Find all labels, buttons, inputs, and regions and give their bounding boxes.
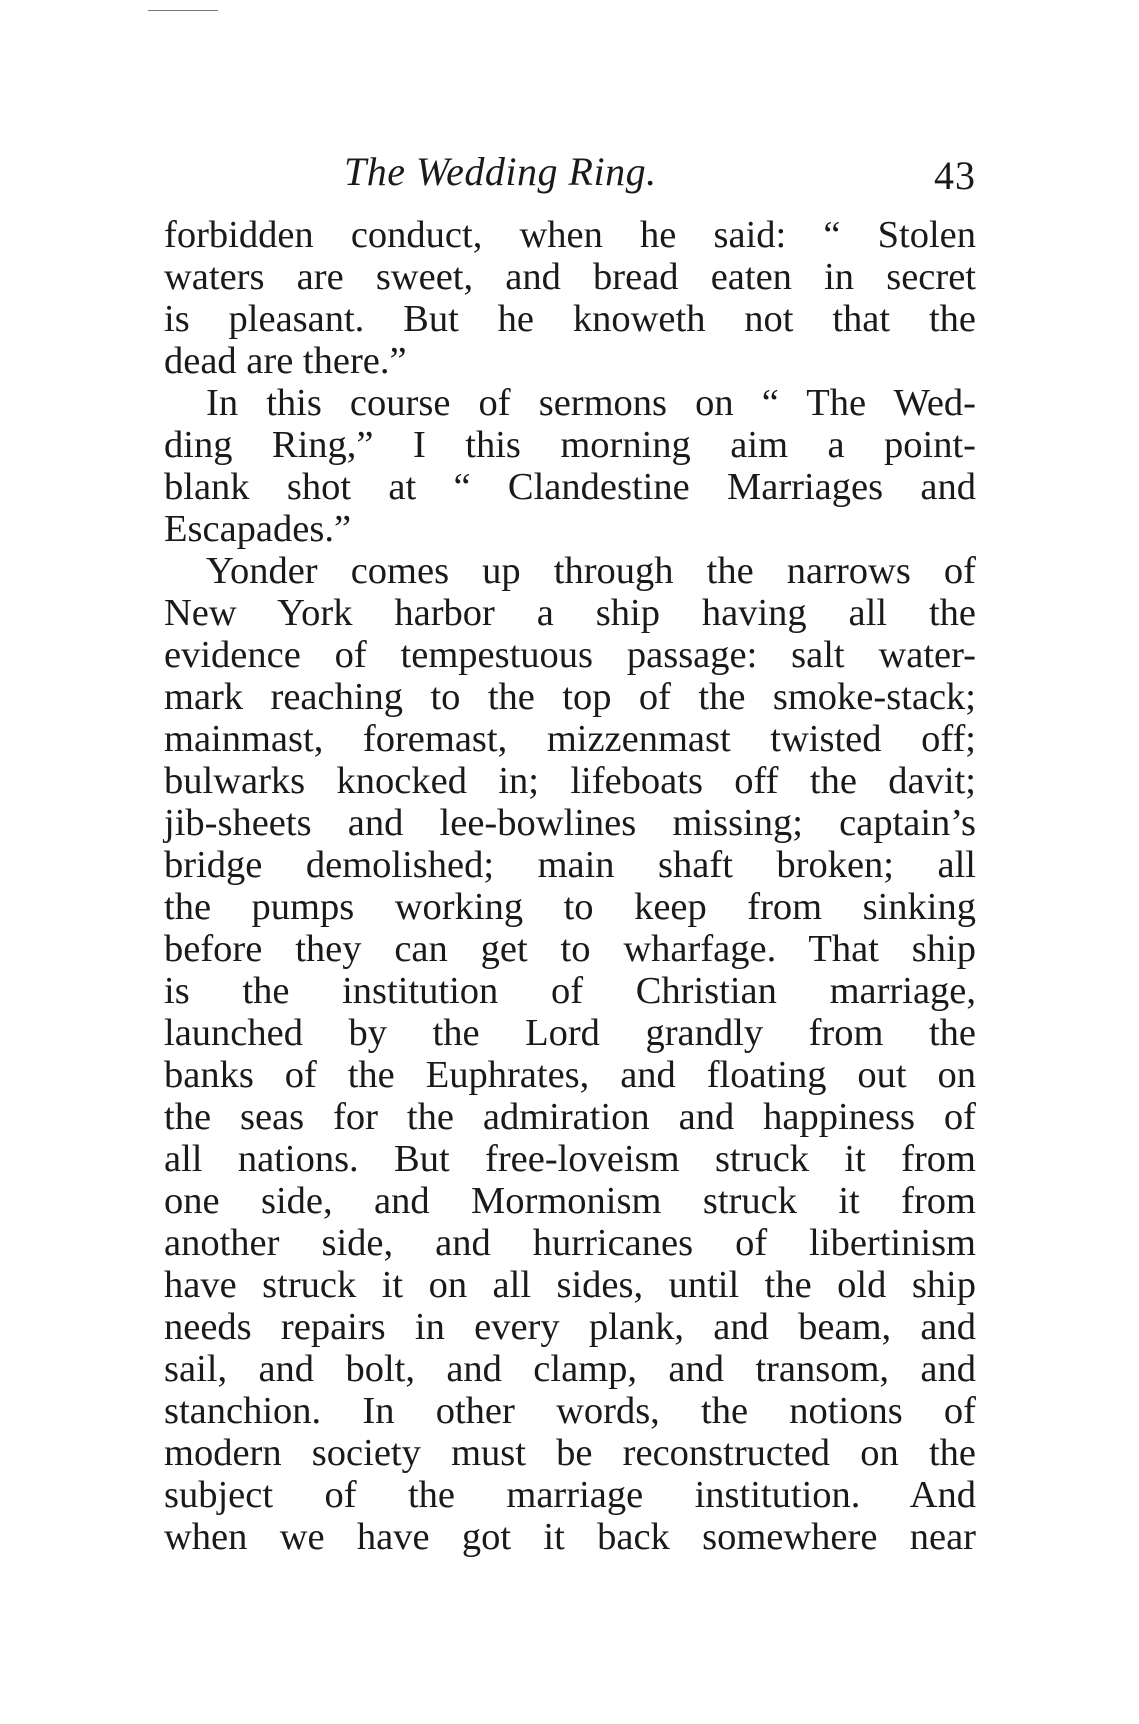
text-line: ding Ring,” I this morning aim a point- bbox=[164, 424, 976, 466]
text-line: is the institution of Christian marriage, bbox=[164, 970, 976, 1012]
text-line: subject of the marriage institution. And bbox=[164, 1474, 976, 1516]
text-line: forbidden conduct, when he said: “ Stolen bbox=[164, 214, 976, 256]
text-line: dead are there.” bbox=[164, 340, 407, 382]
page-number: 43 bbox=[934, 153, 976, 198]
text-line: is pleasant. But he knoweth not that the bbox=[164, 298, 976, 340]
text-line: launched by the Lord grandly from the bbox=[164, 1012, 976, 1054]
text-line: banks of the Euphrates, and floating out on bbox=[164, 1054, 976, 1096]
text-line: the pumps working to keep from sinking bbox=[164, 886, 976, 928]
text-line: bulwarks knocked in; lifeboats off the davit; bbox=[164, 760, 976, 802]
text-line: jib-sheets and lee-bowlines missing; captain’s bbox=[164, 802, 976, 844]
text-line: all nations. But free-loveism struck it from bbox=[164, 1138, 976, 1180]
text-line: before they can get to wharfage. That ship bbox=[164, 928, 976, 970]
text-line: mark reaching to the top of the smoke-stack; bbox=[164, 676, 976, 718]
text-line: the seas for the admiration and happiness of bbox=[164, 1096, 976, 1138]
text-line: mainmast, foremast, mizzenmast twisted off; bbox=[164, 718, 976, 760]
text-line: New York harbor a ship having all the bbox=[164, 592, 976, 634]
body-text bbox=[164, 214, 976, 1558]
text-line: blank shot at “ Clandestine Marriages and bbox=[164, 466, 976, 508]
top-rule bbox=[148, 10, 218, 11]
running-title: The Wedding Ring. bbox=[344, 149, 657, 194]
text-line: another side, and hurricanes of libertinism bbox=[164, 1222, 976, 1264]
text-line: have struck it on all sides, until the old ship bbox=[164, 1264, 976, 1306]
text-line: evidence of tempestuous passage: salt water- bbox=[164, 634, 976, 676]
text-line: Escapades.” bbox=[164, 508, 352, 550]
text-line: In this course of sermons on “ The Wed- bbox=[206, 382, 976, 424]
text-line: one side, and Mormonism struck it from bbox=[164, 1180, 976, 1222]
text-line: sail, and bolt, and clamp, and transom, and bbox=[164, 1348, 976, 1390]
text-line: waters are sweet, and bread eaten in secret bbox=[164, 256, 976, 298]
text-line: needs repairs in every plank, and beam, and bbox=[164, 1306, 976, 1348]
text-line: modern society must be reconstructed on the bbox=[164, 1432, 976, 1474]
text-line: stanchion. In other words, the notions of bbox=[164, 1390, 976, 1432]
text-line: Yonder comes up through the narrows of bbox=[206, 550, 976, 592]
text-line: when we have got it back somewhere near bbox=[164, 1516, 976, 1558]
text-line: bridge demolished; main shaft broken; all bbox=[164, 844, 976, 886]
page-header bbox=[164, 142, 976, 202]
